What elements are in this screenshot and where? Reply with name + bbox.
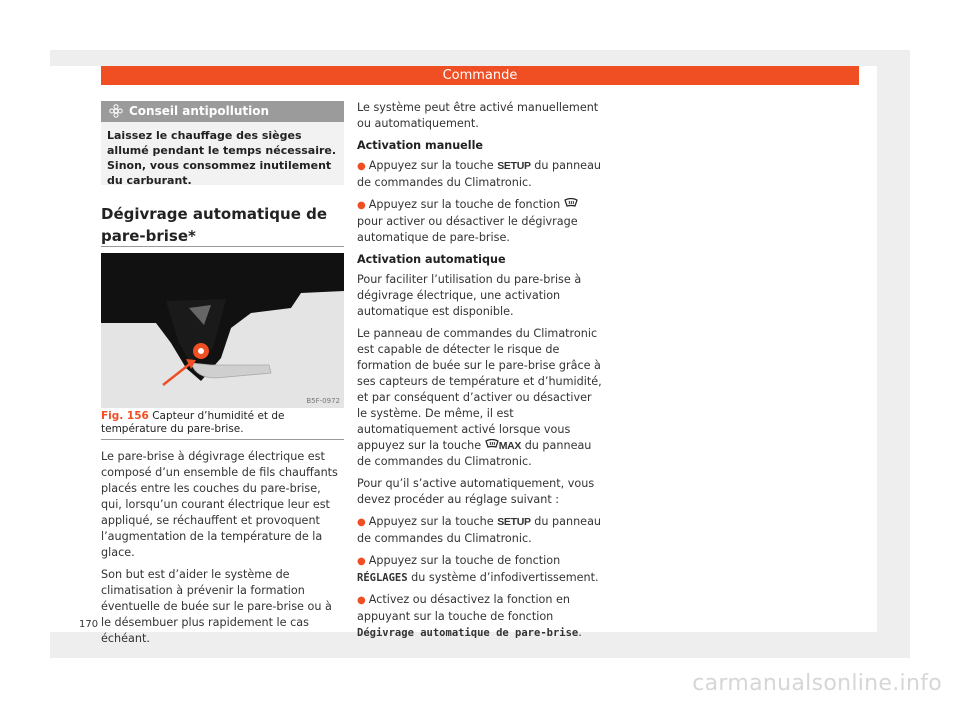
max-key-label: MAX [498, 440, 522, 452]
bullet-icon: ● [357, 161, 366, 172]
intro-paragraph: Le système peut être activé manuellement ou automatiquement. [357, 101, 599, 130]
section-title: Dégivrage automatique de pare-brise* [101, 205, 327, 245]
figure-image [101, 253, 344, 408]
setup-key-label: SETUP [497, 160, 531, 172]
list-item: ● Activez ou désactivez la fonction en appuyant sur la touche de fonction Dégivrage automatique de pare-brise. [357, 593, 582, 639]
section-header-bar [101, 66, 859, 85]
flower-icon [109, 104, 123, 118]
paragraph: Le pare-brise à dégivrage électrique est composé d’un ensemble de fils chauffants placés entre les couches du pare-brise, qui, lorsqu’un courant électrique leur est appliqué, se réchauffent et provoquent l’augmentation de la température de la glace. [101, 450, 338, 559]
degivrage-key-label: Dégivrage automatique de pare-brise [357, 627, 579, 639]
windshield-sensor-illustration [101, 253, 344, 408]
figure-label: Fig. 156 [101, 410, 149, 422]
paragraph: Son but est d’aider le système de climatisation à prévenir la formation éventuelle de buée sur le pare-brise ou à le désembuer plus rapidement le cas échéant. [101, 568, 332, 645]
list-item: ● Appuyez sur la touche de fonction RÉGLAGES du système d’infodivertissement. [357, 554, 599, 584]
bullet-icon: ● [357, 595, 366, 606]
page-number: 170 [79, 619, 99, 630]
list-item: ● Appuyez sur la touche SETUP du panneau de commandes du Climatronic. [357, 515, 602, 545]
bullet-icon: ● [357, 556, 366, 567]
list-item: ● Appuyez sur la touche de fonction pour activer ou désactiver le dégivrage automatique de pare-brise. [357, 198, 578, 244]
paragraph: Pour faciliter l’utilisation du pare-brise à dégivrage électrique, une activation automatique est disponible. [357, 273, 582, 318]
figure-caption [101, 410, 344, 436]
left-column [101, 449, 344, 653]
tip-box [101, 101, 344, 185]
paragraph: Le panneau de commandes du Climatronic est capable de détecter le risque de formation de buée sur le pare-brise grâce à ses capteurs de température et d’humidité, et par conséquent d’activer ou désactiver le système. De même, il est automatiquement activé lorsque vous appuyez sur la touche MAX du panneau de commandes du Climatronic. [357, 327, 602, 468]
auto-heading: Activation automatique [357, 253, 506, 266]
figure-divider [101, 439, 344, 440]
right-column [357, 100, 602, 647]
bullet-icon: ● [357, 517, 366, 528]
header-title: Commande [442, 68, 518, 83]
manual-heading: Activation manuelle [357, 139, 484, 152]
list-item: ● Appuyez sur la touche SETUP du panneau de commandes du Climatronic. [357, 159, 602, 189]
figure-caption-text: Capteur d’humidité et de température du pare-brise. [101, 410, 285, 435]
tip-title: Conseil antipollution [129, 104, 270, 118]
figure-code: B5F-0972 [306, 397, 340, 405]
tip-body: Laissez le chauffage des sièges allumé pendant le temps nécessaire. Sinon, vous consommez inutilement du carburant. [107, 129, 337, 187]
windshield-defrost-icon [485, 439, 499, 450]
windshield-defrost-icon [564, 198, 578, 209]
watermark: carmanualsonline.info [692, 671, 942, 696]
tip-header [101, 101, 344, 122]
reglages-key-label: RÉGLAGES [357, 572, 408, 584]
section-divider [101, 246, 344, 247]
paragraph: Pour qu’il s’active automatiquement, vous devez procéder au réglage suivant : [357, 477, 595, 506]
bullet-icon: ● [357, 200, 366, 211]
setup-key-label: SETUP [497, 516, 531, 528]
